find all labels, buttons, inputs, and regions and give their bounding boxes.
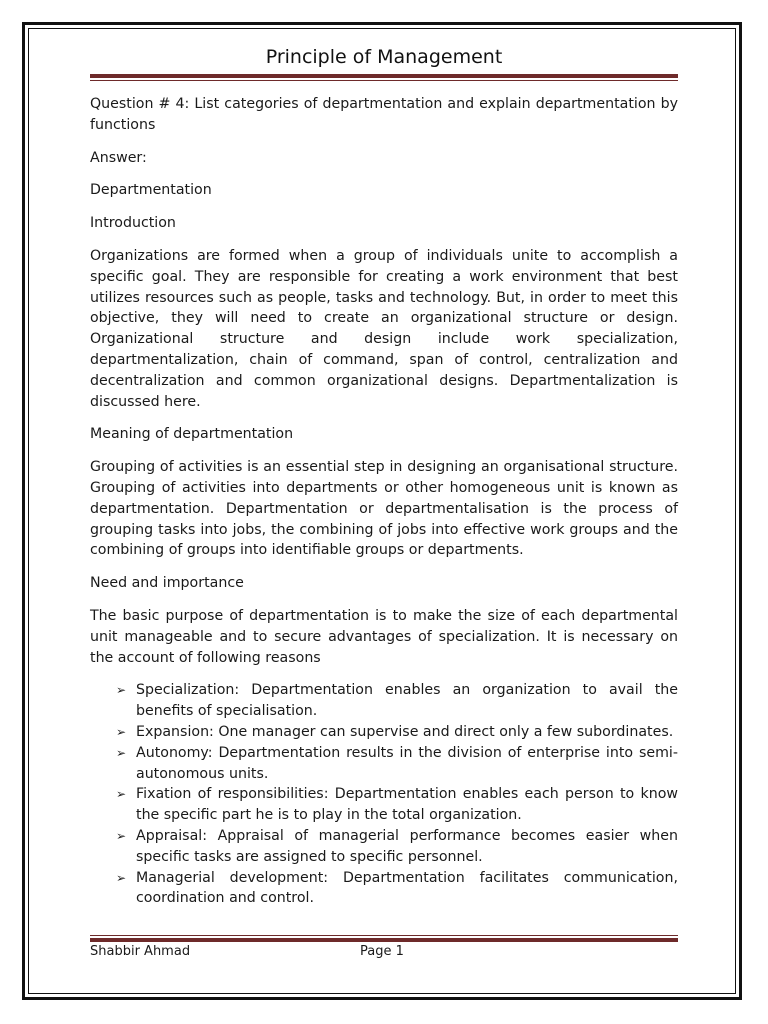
heading-introduction: Introduction xyxy=(90,215,176,232)
arrow-bullet-icon: ➢ xyxy=(116,828,127,843)
meaning-paragraph: Grouping of activities is an essential step in designing an organisational structure. Grouping of activities into departments or other homogeneous unit is known as departmentation. Departmentation or departmentalisation is the process of grouping tasks into jobs, the combining of jobs into effective work groups and the combining of groups into identifiable groups or departments. xyxy=(90,459,678,559)
list-item: ➢ Managerial development: Departmentation facilitates communication, coordination and control. xyxy=(116,869,678,907)
page-title: Principle of Management xyxy=(265,46,503,68)
footer-page-number: Page 1 xyxy=(360,944,404,959)
list-item: ➢ Appraisal: Appraisal of managerial performance becomes easier when specific tasks are assigned to specific personnel. xyxy=(116,827,678,865)
intro-paragraph: Organizations are formed when a group of individuals unite to accomplish a specific goal. They are responsible for creating a work environment that best utilizes resources such as people, tasks and technology. But, in order to meet this objective, they will need to create an organizational structure or design. Organizational structure and design include work specialization, departmentalization, chain of command, span of control, centralization and decentralization and common organizational designs. Departmentalization is discussed here. xyxy=(90,247,678,410)
list-item: ➢ Specialization: Departmentation enables an organization to avail the benefits of specialisation. xyxy=(116,682,678,720)
answer-label: Answer: xyxy=(90,149,147,166)
list-item: ➢ Autonomy: Departmentation results in the division of enterprise into semi-autonomous units. xyxy=(116,744,678,782)
heading-need: Need and importance xyxy=(90,575,244,592)
need-paragraph: The basic purpose of departmentation is to make the size of each departmental unit manageable and to secure advantages of specialization. It is necessary on the account of following reasons xyxy=(90,607,678,666)
arrow-bullet-icon: ➢ xyxy=(116,870,127,885)
heading-meaning: Meaning of departmentation xyxy=(90,426,294,443)
list-item: ➢ Fixation of responsibilities: Departmentation enables each person to know the specific part he is to play in the total organization. xyxy=(116,786,678,824)
document-body xyxy=(90,94,678,909)
question-text: Question # 4: List categories of departmentation and explain departmentation by functions xyxy=(90,96,678,133)
arrow-bullet-icon: ➢ xyxy=(116,745,127,760)
arrow-bullet-icon: ➢ xyxy=(116,724,127,739)
list-item: ➢ Expansion: One manager can supervise and direct only a few subordinates. xyxy=(116,722,678,743)
heading-departmentation: Departmentation xyxy=(90,182,212,199)
header-rule xyxy=(90,74,678,81)
arrow-bullet-icon: ➢ xyxy=(116,787,127,802)
footer-author: Shabbir Ahmad xyxy=(90,944,191,959)
reasons-list xyxy=(90,680,678,909)
arrow-bullet-icon: ➢ xyxy=(116,683,127,698)
footer-rule xyxy=(90,935,678,942)
